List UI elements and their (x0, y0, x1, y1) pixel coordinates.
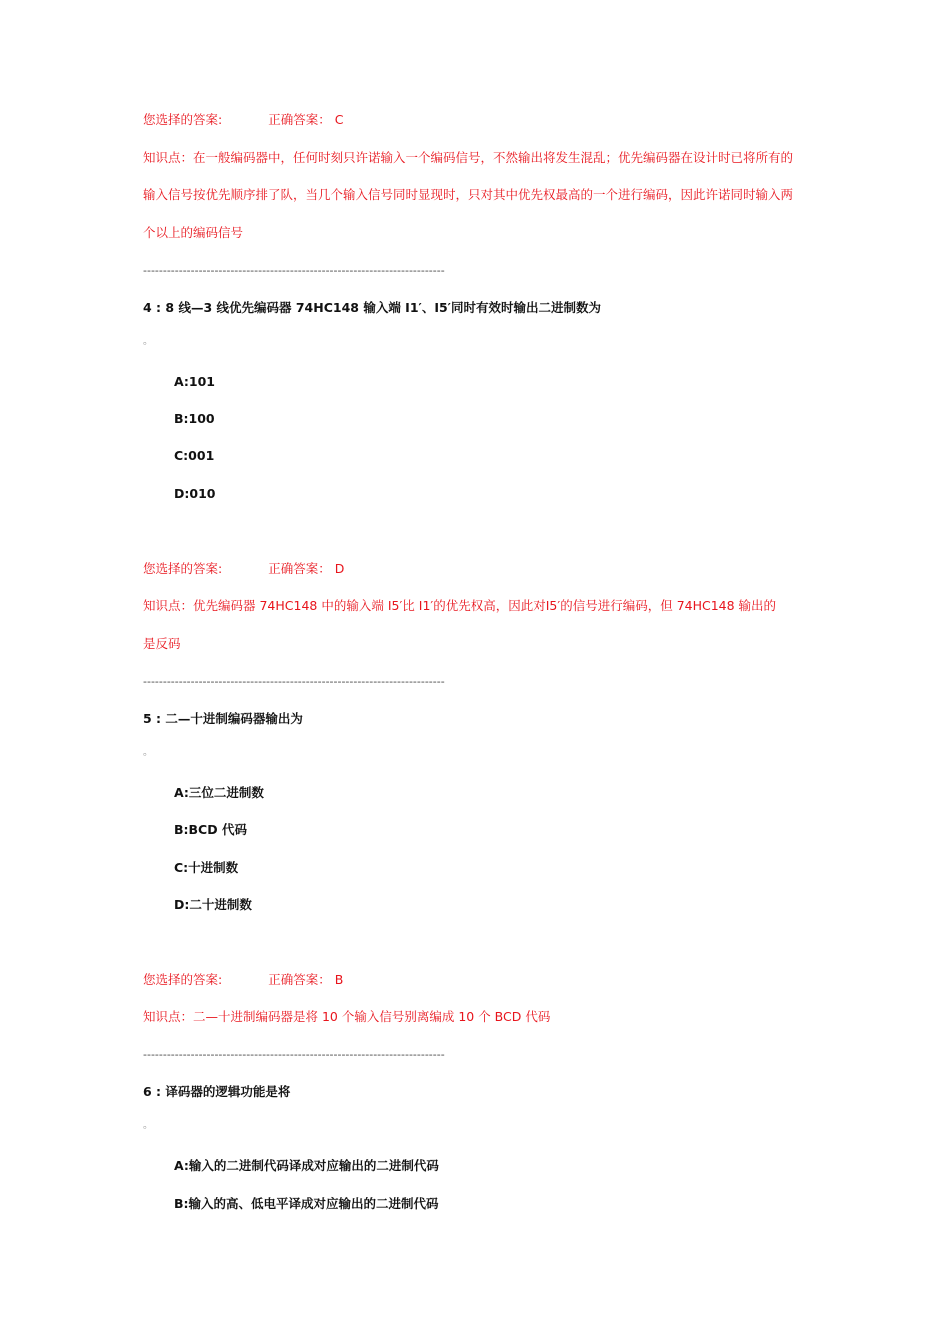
question-title: 6 : 译码器的逻辑功能是将 (143, 1084, 291, 1099)
knowledge-point-line: 是反码 (143, 636, 181, 651)
knowledge-point-line: 知识点：优先编码器 74HC148 中的输入端 I5′比 I1′的优先权高，因此对I5′的信号进行编码，但 74HC148 输出的 (143, 598, 777, 613)
option-b: B:100 (174, 411, 215, 426)
option-b: B:BCD 代码 (174, 822, 247, 837)
blank-marker: 。 (143, 747, 153, 758)
separator-line: ---------------------------------------------------------------------------- (143, 264, 445, 277)
knowledge-point-line: 知识点：在一般编码器中，任何时刻只许诺输入一个编码信号，不然输出将发生混乱；优先编码器在设计时已将所有的 (143, 150, 794, 165)
option-c: C:十进制数 (174, 860, 239, 875)
question-title: 5 : 二—十进制编码器输出为 (143, 711, 303, 726)
answer-line (143, 971, 343, 989)
option-a: A:101 (174, 374, 215, 389)
answer-line (143, 560, 344, 578)
answer-line (143, 111, 343, 129)
separator-line: ---------------------------------------------------------------------------- (143, 675, 445, 688)
knowledge-point-line: 知识点：二—十进制编码器是将 10 个输入信号别离编成 10 个 BCD 代码 (143, 1009, 551, 1024)
option-d: D:二十进制数 (174, 897, 252, 912)
option-d: D:010 (174, 486, 216, 501)
option-a: A:输入的二进制代码译成对应输出的二进制代码 (174, 1158, 439, 1173)
knowledge-point-line: 输入信号按优先顺序排了队，当几个输入信号同时显现时，只对其中优先权最高的一个进行编码，因此许诺同时输入两 (143, 187, 794, 202)
correct-answer-label: 正确答案： (268, 972, 331, 987)
knowledge-point-line: 个以上的编码信号 (143, 225, 244, 240)
correct-answer-value: C (334, 112, 344, 127)
separator-line: ---------------------------------------------------------------------------- (143, 1048, 445, 1061)
blank-marker: 。 (143, 336, 153, 347)
correct-answer-label: 正确答案： (268, 112, 331, 127)
your-answer-label: 您选择的答案: (143, 972, 223, 987)
option-a: A:三位二进制数 (174, 785, 264, 800)
correct-answer-label: 正确答案： (268, 561, 331, 576)
question-title: 4 : 8 线—3 线优先编码器 74HC148 输入端 I1′、I5′同时有效时输出二进制数为 (143, 300, 601, 315)
option-b: B:输入的高、低电平译成对应输出的二进制代码 (174, 1196, 439, 1211)
your-answer-label: 您选择的答案: (143, 561, 223, 576)
option-c: C:001 (174, 448, 215, 463)
correct-answer-value: B (334, 972, 344, 987)
correct-answer-value: D (334, 561, 345, 576)
your-answer-label: 您选择的答案: (143, 112, 223, 127)
blank-marker: 。 (143, 1120, 153, 1131)
